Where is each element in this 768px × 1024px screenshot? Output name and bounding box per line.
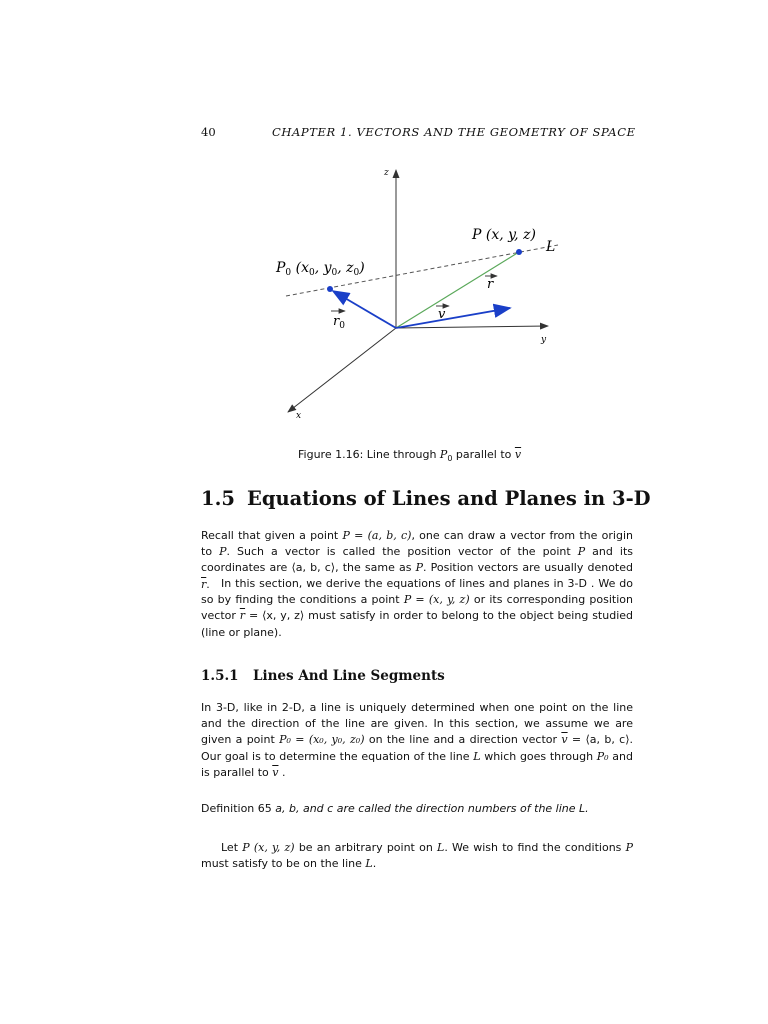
x-axis — [288, 328, 396, 412]
y-axis — [396, 326, 548, 328]
label-r0: $r_0$ — [333, 314, 345, 331]
label-z: z — [384, 168, 389, 178]
point-P — [516, 249, 522, 255]
section-heading: 1.5 Equations of Lines and Planes in 3-D — [201, 487, 651, 510]
chapter-header: CHAPTER 1. VECTORS AND THE GEOMETRY OF SPACE — [272, 125, 636, 139]
label-r: r — [487, 277, 494, 292]
paragraph-section-intro: In this section, we derive the equations of lines and planes in 3-D . We do so by finding the conditions a point P = (x, y, z) or its corresponding position vector $\overline{r}$ = ⟨x, y, z⟩ must satisfy in order to belong to the object being studied (line or plane). — [201, 577, 634, 639]
definition-65: Definition 65 a, b, and c are called the direction numbers of the line L. — [201, 802, 589, 815]
label-P0: $P_0$ ($x_0$, $y_0$, $z_0$) — [276, 260, 365, 278]
subsection-heading: 1.5.1 Lines And Line Segments — [201, 668, 445, 684]
label-x: x — [296, 411, 302, 421]
label-P: P (x, y, z) — [472, 227, 536, 243]
label-y: y — [541, 335, 547, 345]
paragraph-position-vector: Recall that given a point P = (a, b, c), one can draw a vector from the origin to P. Such a vector is called the position vector of the point P and its coordinates are ⟨a, b, c⟩, the same as P. Position vectors are usually denoted $\overline{r}$. — [201, 529, 633, 591]
figure-caption: Figure 1.16: Line through $P_0$ parallel to $\overline{v}$ — [298, 448, 522, 464]
paragraph-arbitrary-point: Let P (x, y, z) be an arbitrary point on L. We wish to find the conditions P must satisfy to be on the line L. — [201, 841, 634, 871]
page-number: 40 — [201, 125, 216, 139]
paragraph-lines: In 3-D, like in 2-D, a line is uniquely determined when one point on the line and the direction of the line are given. In this section, we assume we are given a point P₀ = (x₀, y₀, z₀) on the line and a direction vector $\overline{v}$ = ⟨a, b, c⟩. Our goal is to determine the equation of the line L which goes through P₀ and is parallel to $\overline{v}$ . — [201, 701, 633, 779]
label-L: L — [546, 239, 556, 255]
figure-3d-line — [270, 160, 590, 430]
point-P0 — [327, 286, 333, 292]
label-v: v — [438, 307, 446, 322]
